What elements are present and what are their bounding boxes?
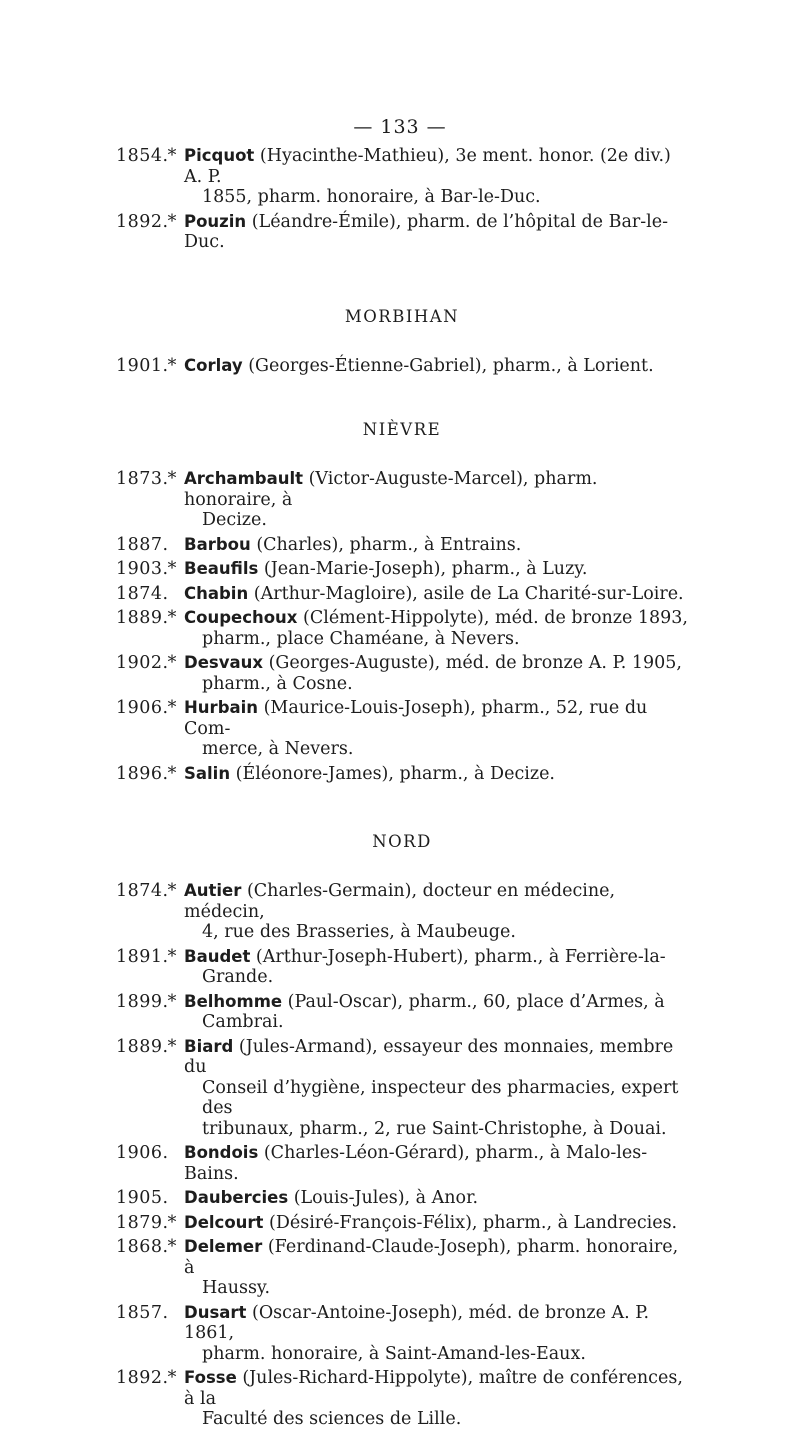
entry-text: [184, 764, 688, 785]
entry-year: 1868.: [116, 1237, 169, 1257]
list-item: [116, 146, 688, 208]
list-item: [116, 764, 688, 785]
entry-year: 1896.: [116, 763, 169, 784]
entry-details: (Georges-Étienne-Gabriel), pharm., à Lorient.: [242, 355, 654, 376]
entry-text: [184, 1213, 688, 1234]
entry-text: [184, 1037, 688, 1140]
entry-year: 1854.: [116, 146, 169, 166]
entry-name: Coupechoux: [184, 608, 298, 627]
entry-continuation: tribunaux, pharm., 2, rue Saint-Christophe, à Douai.: [202, 1118, 667, 1139]
entry-name: Belhomme: [184, 991, 283, 1011]
entry-details: (Ferdinand-Claude-Joseph), pharm. honoraire, à: [184, 1237, 679, 1278]
entry-name: Barbou: [184, 534, 251, 554]
entry-year: 1857.: [116, 1302, 169, 1323]
entry-name: Salin: [184, 763, 231, 783]
asterisk-icon: *: [167, 653, 177, 673]
entry-details: (Clément-Hippolyte), méd. de bronze 1893,: [297, 608, 688, 628]
entry-name: Delemer: [184, 1237, 263, 1256]
entry-details: (Jean-Marie-Joseph), pharm., à Luzy.: [258, 559, 588, 579]
entry-text: [184, 584, 688, 605]
entry-text: [184, 1368, 688, 1430]
entry-name: Daubercies: [184, 1188, 289, 1207]
list-item: [116, 698, 688, 760]
entry-continuation: Haussy.: [202, 1278, 271, 1298]
list-item: [116, 356, 688, 377]
entry-year: 1887.: [116, 534, 169, 555]
entry-details: (Jules-Richard-Hippolyte), maître de conférences, à la: [184, 1368, 683, 1409]
entry-continuation: 4, rue des Brasseries, à Maubeuge.: [202, 922, 516, 942]
entry-details: (Charles-Léon-Gérard), pharm., à Malo-les-Bains.: [184, 1143, 648, 1184]
asterisk-icon: *: [167, 991, 177, 1012]
entry-name: Archambault: [184, 469, 303, 488]
entry-text: [184, 698, 688, 760]
asterisk-icon: *: [167, 355, 177, 376]
entry-year: 1873.: [116, 469, 169, 489]
entry-details: (Arthur-Magloire), asile de La Charité-sur-Loire.: [248, 583, 684, 604]
entry-text: [184, 1188, 688, 1209]
entry-details: (Hyacinthe-Mathieu), 3e ment. honor. (2e div.) A. P.: [184, 146, 671, 187]
entry-name: Beaufils: [184, 559, 259, 578]
entry-text: [184, 608, 688, 649]
entry-continuation: 1855, pharm. honoraire, à Bar-le-Duc.: [202, 187, 541, 207]
entry-details: (Désiré-François-Félix), pharm., à Landrecies.: [263, 1212, 678, 1233]
asterisk-icon: *: [167, 1212, 177, 1233]
list-item: [116, 947, 688, 988]
entry-text: [184, 947, 688, 988]
section-title: MORBIHAN: [344, 306, 460, 326]
entry-name: Biard: [184, 1036, 234, 1056]
entry-text: [184, 356, 688, 377]
entry-year: 1879.: [116, 1212, 169, 1233]
asterisk-icon: *: [167, 763, 177, 784]
list-item: [116, 1143, 688, 1184]
asterisk-icon: *: [167, 211, 177, 232]
asterisk-icon: *: [167, 608, 177, 628]
entry-continuation: Conseil d’hygiène, inspecteur des pharmacies, expert des: [202, 1077, 679, 1118]
list-item: [116, 1368, 688, 1430]
asterisk-icon: *: [167, 469, 177, 489]
entry-continuation: pharm. honoraire, à Saint-Amand-les-Eaux.: [202, 1343, 586, 1364]
entry-text: [184, 1143, 688, 1184]
entry-year: 1892.: [116, 1368, 169, 1388]
entry-continuation: pharm., place Chaméane, à Nevers.: [202, 628, 520, 649]
entry-year: 1903.: [116, 559, 169, 579]
asterisk-icon: *: [167, 1036, 177, 1057]
entry-text: [184, 212, 688, 253]
list-item: [116, 559, 688, 580]
entry-text: [184, 992, 688, 1033]
entry-year: 1906.: [116, 1143, 169, 1163]
entry-details: (Charles-Germain), docteur en médecine, médecin,: [184, 881, 616, 922]
entry-continuation: Cambrai.: [202, 1012, 284, 1032]
list-item: [116, 1213, 688, 1234]
entry-text: [184, 535, 688, 556]
list-item: [116, 992, 688, 1033]
section-title: NORD: [372, 832, 432, 851]
list-item: [116, 535, 688, 556]
asterisk-icon: *: [167, 946, 177, 967]
list-item: [116, 608, 688, 649]
entry-year: 1902.: [116, 653, 169, 673]
entry-name: Chabin: [184, 583, 249, 603]
list-item: [116, 212, 688, 253]
entry-details: (Maurice-Louis-Joseph), pharm., 52, rue du Com-: [184, 698, 648, 739]
entry-year: 1889.: [116, 1036, 169, 1057]
asterisk-icon: *: [167, 559, 177, 579]
section-title: NIÈVRE: [362, 420, 442, 439]
entry-name: Autier: [184, 881, 242, 900]
entry-name: Dusart: [184, 1302, 247, 1322]
entry-year: 1892.: [116, 211, 169, 232]
entry-name: Picquot: [184, 146, 255, 165]
asterisk-icon: *: [167, 1368, 177, 1388]
entry-name: Baudet: [184, 946, 251, 966]
list-item: [116, 653, 688, 694]
entry-continuation: Decize.: [202, 510, 267, 530]
entry-details: (Paul-Oscar), pharm., 60, place d’Armes, à: [282, 991, 665, 1012]
entry-details: (Éléonore-James), pharm., à Decize.: [230, 763, 555, 784]
entry-name: Fosse: [184, 1368, 237, 1387]
list-item: [116, 881, 688, 943]
entry-continuation: merce, à Nevers.: [202, 739, 354, 759]
entry-name: Pouzin: [184, 211, 247, 231]
asterisk-icon: *: [167, 881, 177, 901]
entry-text: [184, 146, 688, 208]
entry-year: 1905.: [116, 1188, 169, 1208]
asterisk-icon: *: [167, 1237, 177, 1257]
entry-year: 1874.: [116, 881, 169, 901]
page-number: — 133 —: [353, 116, 447, 138]
entry-details: (Arthur-Joseph-Hubert), pharm., à Ferrière-la-: [250, 946, 666, 967]
entry-year: 1899.: [116, 991, 169, 1012]
asterisk-icon: *: [167, 146, 177, 166]
entry-year: 1889.: [116, 608, 169, 628]
entry-details: (Georges-Auguste), méd. de bronze A. P. 1905,: [263, 653, 682, 673]
entry-continuation: pharm., à Cosne.: [202, 673, 353, 694]
entry-name: Desvaux: [184, 653, 263, 672]
entry-name: Bondois: [184, 1143, 259, 1162]
entry-continuation: Faculté des sciences de Lille.: [202, 1409, 462, 1429]
entry-text: [184, 1237, 688, 1299]
list-item: [116, 1037, 688, 1140]
entry-list: [116, 146, 688, 1434]
entry-continuation: Grande.: [202, 967, 274, 987]
entry-text: [184, 653, 688, 694]
list-item: [116, 1188, 688, 1209]
list-item: [116, 469, 688, 531]
entry-details: (Léandre-Émile), pharm. de l’hôpital de Bar-le-Duc.: [184, 211, 669, 252]
entry-details: (Victor-Auguste-Marcel), pharm. honoraire, à: [184, 469, 598, 510]
entry-details: (Charles), pharm., à Entrains.: [250, 534, 522, 555]
entry-details: (Louis-Jules), à Anor.: [288, 1188, 479, 1208]
entry-name: Corlay: [184, 355, 243, 375]
list-item: [116, 1237, 688, 1299]
entry-text: [184, 559, 688, 580]
entry-year: 1906.: [116, 698, 169, 718]
entry-year: 1901.: [116, 355, 169, 376]
list-item: [116, 584, 688, 605]
entry-year: 1891.: [116, 946, 169, 967]
entry-text: [184, 881, 688, 943]
entry-name: Delcourt: [184, 1212, 264, 1232]
list-item: [116, 1303, 688, 1365]
entry-year: 1874.: [116, 583, 169, 604]
entry-name: Hurbain: [184, 698, 259, 717]
entry-details: (Oscar-Antoine-Joseph), méd. de bronze A. P. 1861,: [184, 1302, 650, 1343]
entry-text: [184, 469, 688, 531]
entry-details: (Jules-Armand), essayeur des monnaies, membre du: [184, 1036, 674, 1077]
entry-text: [184, 1303, 688, 1365]
asterisk-icon: *: [167, 698, 177, 718]
